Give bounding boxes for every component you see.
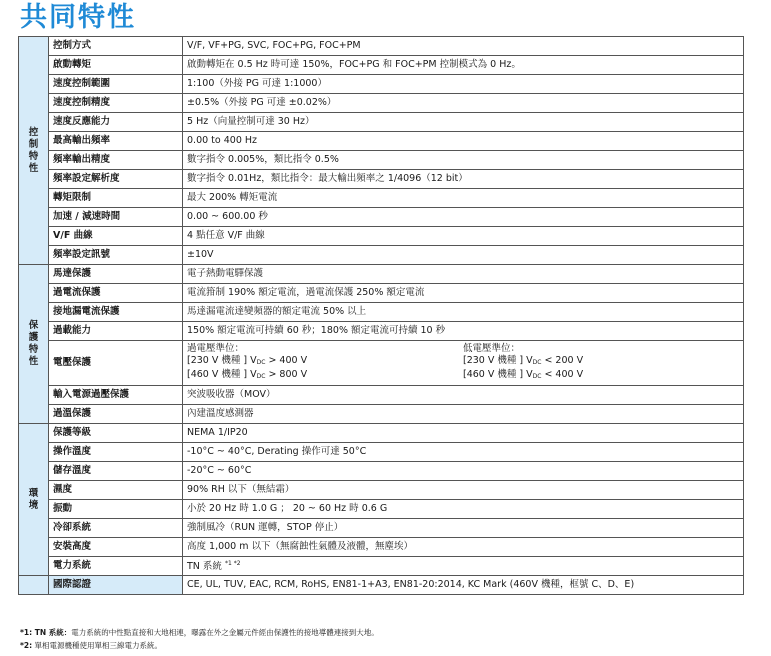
- spec-row: [19, 386, 744, 405]
- spec-label: 加速 / 減速時間: [49, 208, 183, 227]
- spec-value: -10°C ~ 40°C, Derating 操作可達 50°C: [183, 443, 744, 462]
- spec-value: 突波吸收器（MOV）: [183, 386, 744, 405]
- spec-value: 5 Hz（向量控制可達 30 Hz）: [183, 113, 744, 132]
- spec-value: 1:100（外接 PG 可達 1:1000）: [183, 75, 744, 94]
- spec-label: 振動: [49, 500, 183, 519]
- spec-label: 速度控制精度: [49, 94, 183, 113]
- spec-value: 馬達漏電流達變頻器的額定電流 50% 以上: [183, 303, 744, 322]
- spec-row: [19, 341, 744, 386]
- footnotes: [20, 626, 379, 652]
- spec-row: [19, 227, 744, 246]
- spec-label: 保護等級: [49, 424, 183, 443]
- spec-label: 頻率設定解析度: [49, 170, 183, 189]
- section-category: 控制特性: [19, 37, 49, 265]
- spec-table: [18, 36, 744, 595]
- spec-label: 過載能力: [49, 322, 183, 341]
- spec-row: [19, 75, 744, 94]
- under-voltage: 低電壓準位： [230 V 機種 ] $V_{DC} < 200$ V [460 V 機種 ] $V_{DC} < 400$ V: [463, 343, 584, 380]
- spec-row: [19, 189, 744, 208]
- spec-value: 電子熱動電驛保護: [183, 265, 744, 284]
- spec-value: V/F, VF+PG, SVC, FOC+PG, FOC+PM: [183, 37, 744, 56]
- spec-row: [19, 94, 744, 113]
- spec-label: 安裝高度: [49, 538, 183, 557]
- spec-value: TN 系統 $^{*1 *2}$: [183, 557, 744, 576]
- spec-label: 啟動轉矩: [49, 56, 183, 75]
- spec-label: 控制方式: [49, 37, 183, 56]
- spec-value: ±0.5%（外接 PG 可達 ±0.02%）: [183, 94, 744, 113]
- spec-label: 操作溫度: [49, 443, 183, 462]
- spec-label: V/F 曲線: [49, 227, 183, 246]
- spec-label: 轉矩限制: [49, 189, 183, 208]
- spec-label: 最高輸出頻率: [49, 132, 183, 151]
- spec-row: [19, 284, 744, 303]
- spec-row: [19, 462, 744, 481]
- spec-row: [19, 303, 744, 322]
- spec-row: [19, 557, 744, 576]
- spec-value: 最大 200% 轉矩電流: [183, 189, 744, 208]
- spec-label: 電力系統: [49, 557, 183, 576]
- spec-value: 數字指令 0.005%，類比指令 0.5%: [183, 151, 744, 170]
- spec-row: [19, 500, 744, 519]
- spec-value: ±10V: [183, 246, 744, 265]
- spec-value: 90% RH 以下（無結霜）: [183, 481, 744, 500]
- spec-value: 強制風冷（RUN 運轉，STOP 停止）: [183, 519, 744, 538]
- spec-row: [19, 322, 744, 341]
- spec-value: -20°C ~ 60°C: [183, 462, 744, 481]
- spec-row: [19, 170, 744, 189]
- footnote-ref: *1 *2: [224, 560, 241, 568]
- spec-value: 啟動轉矩在 0.5 Hz 時可達 150%，FOC+PG 和 FOC+PM 控制模式為 0 Hz。: [183, 56, 744, 75]
- footnote-1: *1: TN 系統：電力系統的中性點直接和大地相連，曝露在外之金屬元件經由保護性的接地導體連接到大地。: [20, 628, 379, 637]
- spec-label: 國際認證: [49, 576, 183, 595]
- spec-label: 速度反應能力: [49, 113, 183, 132]
- page-title: 共同特性: [20, 2, 136, 33]
- spec-row: [19, 424, 744, 443]
- spec-row: [19, 208, 744, 227]
- spec-value: 小於 20 Hz 時 1.0 G ； 20 ~ 60 Hz 時 0.6 G: [183, 500, 744, 519]
- section-category: 環境: [19, 424, 49, 576]
- spec-value: 0.00 to 400 Hz: [183, 132, 744, 151]
- spec-row: [19, 576, 744, 595]
- spec-label: 輸入電源過壓保護: [49, 386, 183, 405]
- spec-value: CE, UL, TUV, EAC, RCM, RoHS, EN81-1+A3, EN81-20:2014, KC Mark (460V 機種，框號 C、D、E): [183, 576, 744, 595]
- spec-label: 頻率輸出精度: [49, 151, 183, 170]
- spec-label: 馬達保護: [49, 265, 183, 284]
- spec-label: 儲存溫度: [49, 462, 183, 481]
- spec-row: [19, 405, 744, 424]
- spec-value: 150% 額定電流可持續 60 秒；180% 額定電流可持續 10 秒: [183, 322, 744, 341]
- spec-row: [19, 132, 744, 151]
- spec-row: [19, 37, 744, 56]
- spec-row: [19, 151, 744, 170]
- footnote-2: *2: 單相電源機種使用單相三線電力系統。: [20, 641, 163, 650]
- spec-value: NEMA 1/IP20: [183, 424, 744, 443]
- spec-row: [19, 519, 744, 538]
- spec-label: 冷卻系統: [49, 519, 183, 538]
- spec-label: 頻率設定訊號: [49, 246, 183, 265]
- section-category: 保護特性: [19, 265, 49, 424]
- spec-label: 濕度: [49, 481, 183, 500]
- spec-value: 0.00 ~ 600.00 秒: [183, 208, 744, 227]
- spec-label: 速度控制範圍: [49, 75, 183, 94]
- section-category-empty: [19, 576, 49, 595]
- spec-row: [19, 538, 744, 557]
- spec-row: [19, 265, 744, 284]
- spec-value: 高度 1,000 m 以下（無腐蝕性氣體及液體，無塵埃）: [183, 538, 744, 557]
- spec-label: 接地漏電流保護: [49, 303, 183, 322]
- voltage-protection-grid: [187, 343, 739, 383]
- spec-label: 電壓保護: [49, 341, 183, 386]
- spec-value: 數字指令 0.01Hz，類比指令：最大輸出頻率之 1/4096（12 bit）: [183, 170, 744, 189]
- spec-row: [19, 56, 744, 75]
- over-voltage: 過電壓準位： [230 V 機種 ] $V_{DC} > 400$ V [460 V 機種 ] $V_{DC} > 800$ V: [187, 343, 308, 380]
- spec-row: [19, 443, 744, 462]
- spec-row: [19, 481, 744, 500]
- spec-value: 內建溫度感測器: [183, 405, 744, 424]
- spec-row: [19, 113, 744, 132]
- spec-row: [19, 246, 744, 265]
- spec-label: 過溫保護: [49, 405, 183, 424]
- spec-value: 電流箝制 190% 額定電流，過電流保護 250% 額定電流: [183, 284, 744, 303]
- spec-value: 4 點任意 V/F 曲線: [183, 227, 744, 246]
- spec-value: [183, 341, 744, 386]
- spec-label: 過電流保護: [49, 284, 183, 303]
